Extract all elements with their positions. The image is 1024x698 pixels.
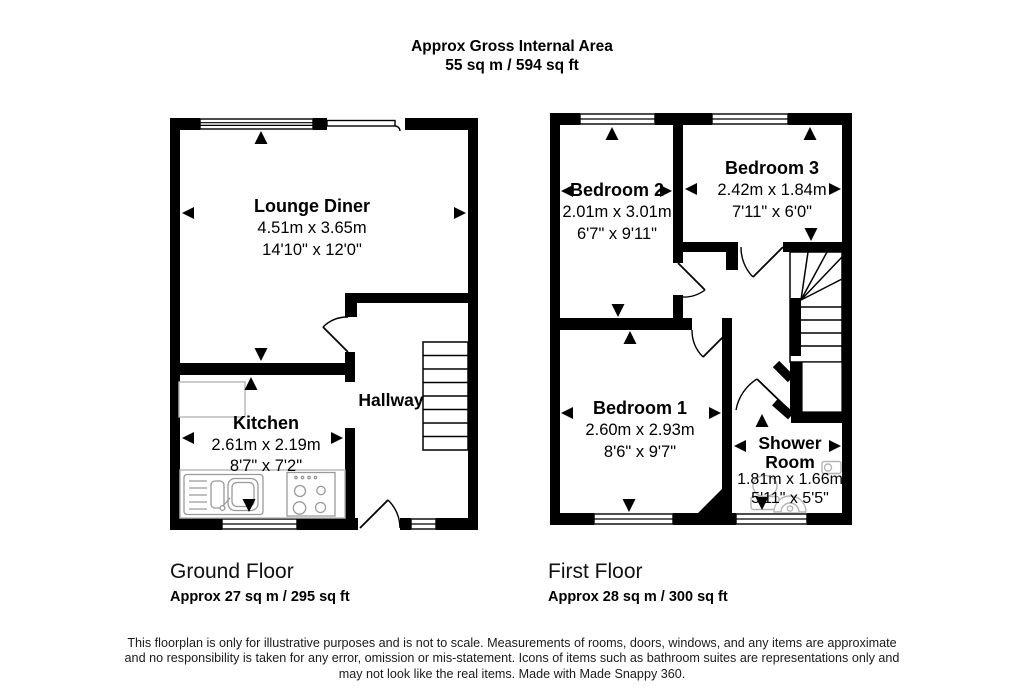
bedroom3-label bbox=[717, 157, 826, 223]
room-name: Hallway bbox=[358, 390, 424, 410]
room-imperial: 5'11" x 5'5" bbox=[751, 489, 829, 507]
ground-floor-caption bbox=[170, 560, 350, 606]
kitchen-hob-icon bbox=[287, 473, 335, 517]
room-metric: 4.51m x 3.65m bbox=[257, 219, 367, 237]
kitchen-sink-icon bbox=[184, 475, 263, 515]
room-imperial: 8'7" x 7'2" bbox=[229, 457, 303, 475]
bedroom3-door bbox=[741, 247, 783, 277]
cupboard bbox=[802, 362, 842, 412]
room-imperial: 8'6" x 9'7" bbox=[603, 443, 677, 461]
bedroom2-door bbox=[678, 263, 705, 297]
bedroom2-window bbox=[580, 114, 655, 124]
hallway-window bbox=[411, 519, 436, 529]
disclaimer-line-1: This floorplan is only for illustrative purposes and is not to scale. Measurements of rooms, doors, windows, and any items are approximate bbox=[127, 636, 897, 650]
room-name: Lounge Diner bbox=[254, 196, 370, 216]
lounge-window bbox=[200, 119, 313, 129]
floor-name: First Floor bbox=[548, 560, 643, 583]
room-metric: 2.61m x 2.19m bbox=[211, 435, 321, 454]
disclaimer-line-2: and no responsibility is taken for any error, omission or mis-statement. Icons of items such as bathroom suites are representations only and bbox=[124, 651, 900, 666]
disclaimer bbox=[125, 636, 900, 682]
winder-staircase-icon bbox=[790, 252, 842, 362]
room-name: Bedroom 3 bbox=[724, 158, 820, 178]
page-title bbox=[411, 37, 613, 75]
room-metric: 1.81m x 1.66m bbox=[737, 471, 843, 488]
room-metric: 2.60m x 2.93m bbox=[585, 421, 695, 439]
hallway-label bbox=[358, 389, 423, 411]
room-name: Bedroom 2 bbox=[569, 180, 665, 200]
bedroom3-window bbox=[712, 114, 788, 124]
kitchen-label bbox=[211, 413, 320, 478]
room-imperial: 7'11" x 6'0" bbox=[731, 203, 813, 221]
kitchen-window bbox=[222, 519, 297, 529]
room-imperial: 14'10" x 12'0" bbox=[262, 241, 362, 259]
room-imperial: 6'7" x 9'11" bbox=[576, 225, 658, 243]
room-metric: 2.42m x 1.84m bbox=[717, 181, 827, 199]
room-name-line1: Shower bbox=[758, 433, 822, 453]
lounge-diner-label bbox=[254, 195, 370, 261]
gross-area-value: 55 sq m / 594 sq ft bbox=[445, 57, 579, 74]
shower-room-label bbox=[737, 434, 843, 508]
disclaimer-line-3: may not look like the real items. Made with Made Snappy 360. bbox=[338, 666, 686, 681]
room-metric: 2.01m x 3.01m bbox=[562, 203, 672, 221]
room-name: Bedroom 1 bbox=[592, 398, 688, 418]
floor-area: Approx 28 sq m / 300 sq ft bbox=[548, 589, 728, 605]
room-name: Kitchen bbox=[232, 413, 300, 433]
staircase-icon bbox=[423, 342, 468, 450]
first-floor-caption bbox=[548, 560, 728, 606]
floor-area: Approx 27 sq m / 295 sq ft bbox=[170, 589, 350, 605]
shower-room-window bbox=[736, 514, 807, 524]
lounge-hall-door bbox=[323, 317, 348, 352]
lounge-patio-door bbox=[327, 121, 400, 132]
floor-name: Ground Floor bbox=[170, 560, 294, 583]
bedroom1-label bbox=[585, 397, 694, 463]
bedroom2-label bbox=[562, 179, 671, 245]
room-name-line2: Room bbox=[765, 451, 815, 472]
front-door bbox=[360, 500, 400, 528]
gross-area-title: Approx Gross Internal Area bbox=[411, 38, 613, 55]
bedroom1-window bbox=[594, 514, 673, 524]
